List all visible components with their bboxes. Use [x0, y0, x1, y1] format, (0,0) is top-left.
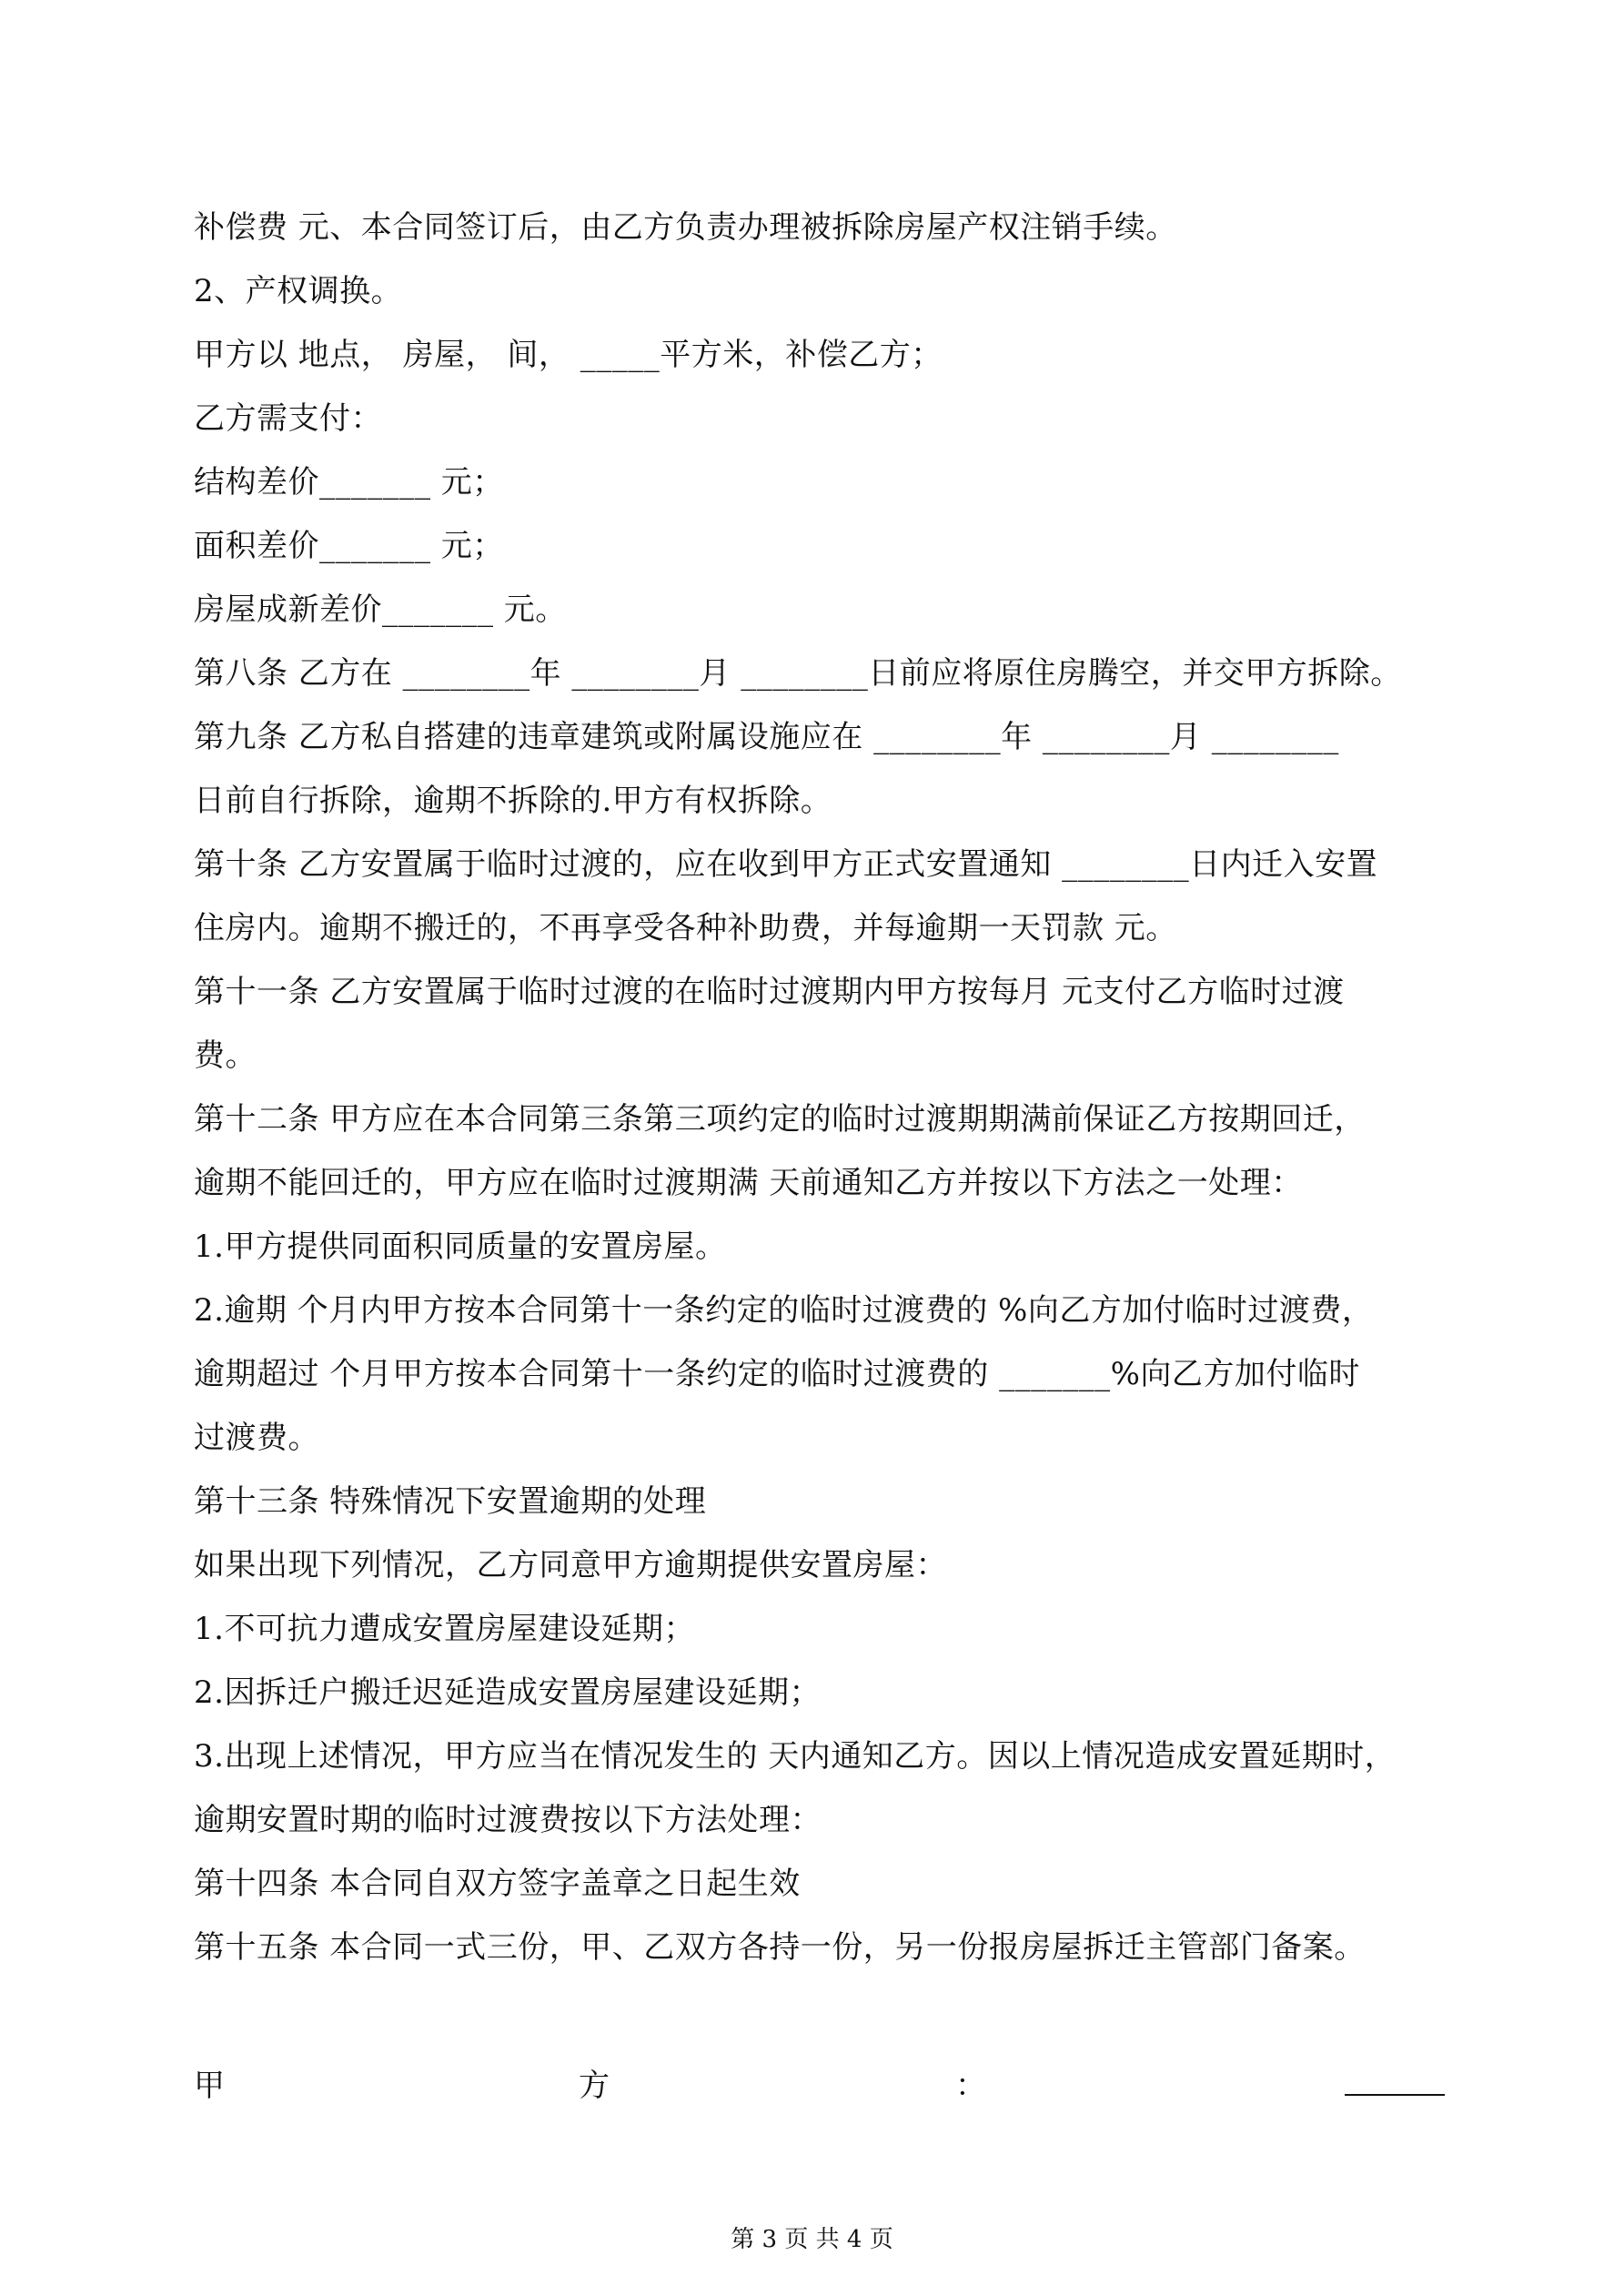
text-line: 逾期安置时期的临时过渡费按以下方法处理：	[194, 1802, 822, 1838]
text-line: 第十条 乙方安置属于临时过渡的，应在收到甲方正式安置通知 ________日内迁入安置	[194, 846, 1378, 883]
text-line: 住房内。逾期不搬迁的，不再享受各种补助费，并每逾期一天罚款 元。	[194, 910, 1177, 946]
signature-label-jia: 甲	[194, 2068, 225, 2104]
page-footer: 第 3 页 共 4 页	[731, 2226, 893, 2253]
text-line: 第九条 乙方私自搭建的违章建筑或附属设施应在 ________年 ________月 ________	[194, 719, 1339, 755]
text-line: 第十五条 本合同一式三份，甲、乙双方各持一份，另一份报房屋拆迁主管部门备案。	[194, 1929, 1366, 1966]
text-line: 甲方以 地点， 房屋， 间， _____平方米，补偿乙方；	[194, 337, 943, 373]
signature-colon: ：	[955, 2068, 986, 2104]
text-line: 1.不可抗力遭成安置房屋建设延期；	[194, 1611, 695, 1647]
text-line: 补偿费 元、本合同签订后，由乙方负责办理被拆除房屋产权注销手续。	[194, 209, 1177, 246]
signature-blank	[1345, 2066, 1445, 2106]
text-line: 房屋成新差价_______ 元。	[194, 592, 567, 628]
text-line: 第十二条 甲方应在本合同第三条第三项约定的临时过渡期期满前保证乙方按期回迁，	[194, 1101, 1366, 1138]
text-line: 结构差价_______ 元；	[194, 464, 504, 501]
text-line: 日前自行拆除，逾期不拆除的.甲方有权拆除。	[194, 783, 832, 819]
text-line: 1.甲方提供同面积同质量的安置房屋。	[194, 1229, 727, 1265]
text-line: 逾期不能回迁的，甲方应在临时过渡期满 天前通知乙方并按以下方法之一处理：	[194, 1165, 1303, 1201]
text-line: 逾期超过 个月甲方按本合同第十一条约定的临时过渡费的 _______%向乙方加付临时	[194, 1356, 1360, 1392]
text-line: 面积差价_______ 元；	[194, 528, 504, 564]
signature-label-fang: 方	[579, 2068, 610, 2104]
text-line: 如果出现下列情况，乙方同意甲方逾期提供安置房屋：	[194, 1547, 947, 1583]
text-line: 3.出现上述情况，甲方应当在情况发生的 天内通知乙方。因以上情况造成安置延期时，	[194, 1738, 1397, 1775]
text-line: 第十三条 特殊情况下安置逾期的处理	[194, 1483, 707, 1520]
text-line: 2.因拆迁户搬迁迟延造成安置房屋建设延期；	[194, 1674, 821, 1711]
text-line: 第十四条 本合同自双方签字盖章之日起生效	[194, 1866, 801, 1902]
text-line: 2.逾期 个月内甲方按本合同第十一条约定的临时过渡费的 %向乙方加付临时过渡费，	[194, 1292, 1374, 1329]
text-line: 2、产权调换。	[194, 273, 403, 309]
text-line: 乙方需支付：	[194, 400, 382, 437]
text-line: 过渡费。	[194, 1420, 319, 1456]
text-line: 第八条 乙方在 ________年 ________月 ________日前应将原住房腾空，并交甲方拆除。	[194, 655, 1402, 692]
text-line: 费。	[194, 1037, 257, 1074]
text-line: 第十一条 乙方安置属于临时过渡的在临时过渡期内甲方按每月 元支付乙方临时过渡	[194, 974, 1345, 1010]
